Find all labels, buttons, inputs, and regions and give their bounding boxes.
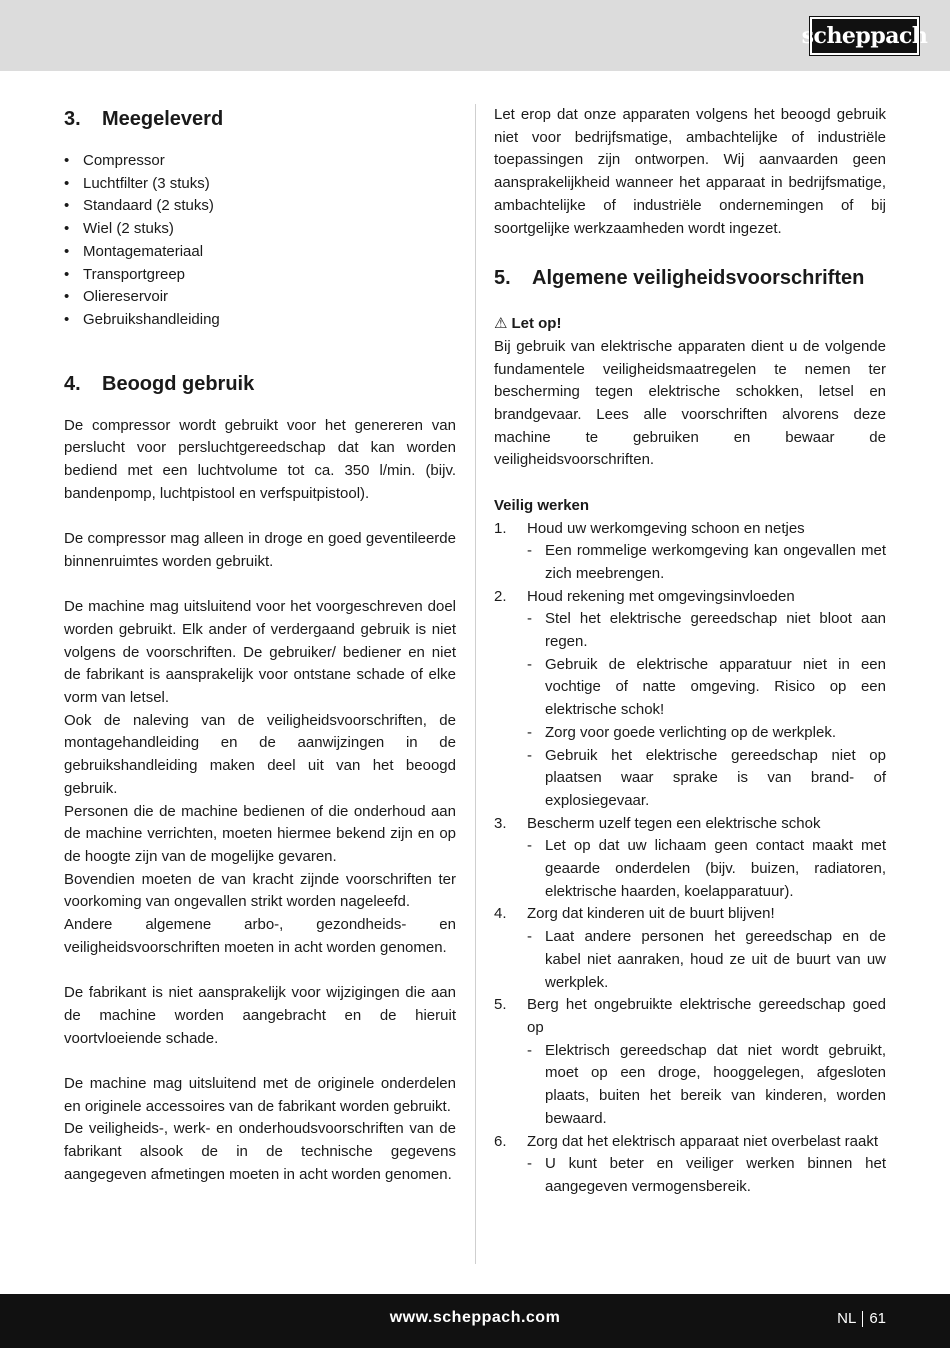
section-title: Beoogd gebruik [102, 372, 255, 395]
paragraph: De machine mag uitsluitend met de originele onderdelen en originele accessoires van de fabrikant worden gebruikt. [64, 1074, 456, 1115]
paragraph: Andere algemene arbo-, gezondheids- en veiligheidsvoorschriften moeten in acht worden genomen. [64, 916, 456, 956]
page-number: 61 [869, 1310, 886, 1327]
sub-item: - Stel het elektrische gereedschap niet bloot aan regen. [527, 610, 886, 651]
scheppach-logo: scheppach [810, 17, 919, 55]
header-bar [0, 0, 950, 71]
paragraph: Personen die de machine bedienen of die onderhoud aan de machine verrichten, moeten hiermee bekend zijn en op de hoogte zijn van de mogelijke gevaren. [64, 802, 456, 865]
safety-steps [494, 518, 886, 1199]
paragraph: De machine mag uitsluitend voor het voorgeschreven doel worden gebruikt. Elk ander of verdergaand gebruik is niet volgens de voorschriften. De gebruiker/ bediener en niet de fabrikant is aansprakelijk voor ontstane schade of elke vorm van letsel. [64, 598, 456, 707]
paragraph: De veiligheids-, werk- en onderhoudsvoorschriften van de fabrikant alsook de in de technische gegevens aangegeven afmetingen moeten in acht worden genomen. [64, 1120, 456, 1183]
step-item: 5. Berg het ongebruikte elektrische gereedschap goed op [494, 996, 886, 1036]
sub-item: - Zorg voor goede verlichting op de werkplek. [527, 723, 836, 741]
section-title: Meegeleverd [102, 108, 224, 130]
website-link[interactable]: www.scheppach.com [389, 1309, 561, 1326]
step-item: 1. Houd uw werkomgeving schoon en netjes [494, 519, 805, 537]
sub-item: - Gebruik het elektrische gereedschap niet op plaatsen waar sprake is van brand- of explosiegevaar. [527, 746, 886, 809]
paragraph: De fabrikant is niet aansprakelijk voor wijzigingen die aan de machine worden aangebracht en de hieruit voortvloeiende schade. [64, 984, 456, 1047]
footer-bar [0, 1294, 950, 1348]
list-item: • Gebruikshandleiding [64, 310, 220, 328]
paragraph: De compressor wordt gebruikt voor het genereren van perslucht voor persluchtgereedschap dat kan worden bediend met een luchtvolume tot ca. 350 l/min. (bijv. bandenpomp, luchtpistool en verfspuitpistool). [64, 416, 456, 502]
sub-item: - Laat andere personen het gereedschap en de kabel niet aanraken, houd ze uit de buurt van uw werkplek. [527, 928, 886, 991]
paragraph: Ook de naleving van de veiligheidsvoorschriften, de montagehandleiding en de aanwijzingen in de gebruikshandleiding maken deel uit van het beoogd gebruik. [64, 711, 456, 797]
step-item: 6. Zorg dat het elektrisch apparaat niet overbelast raakt [494, 1132, 879, 1150]
paragraph: Bij gebruik van elektrische apparaten dient u de volgende fundamentele veiligheidsmaatregelen te nemen ter bescherming tegen elektrische schokken, letsel en brandgevaar. Lees alle voorschriften alvorens deze machine te gebruiken en bewaar de veiligheidsvoorschriften. [494, 337, 886, 469]
list-item: • Wiel (2 stuks) [64, 220, 174, 238]
step-item: 3. Bescherm uzelf tegen een elektrische schok [494, 814, 821, 832]
section-number: 3. [64, 108, 81, 130]
warning-label: ⚠ Let op! [494, 315, 562, 333]
section-5-heading [494, 263, 886, 293]
paragraph: De compressor mag alleen in droge en goed geventileerde binnenruimtes worden gebruikt. [64, 530, 456, 570]
section-4-heading [64, 369, 456, 399]
section-number: 4. [64, 372, 81, 395]
paragraph: Let erop dat onze apparaten volgens het beoogd gebruik niet voor bedrijfsmatige, ambachtelijke of industriële toepassingen zijn ontworpen. Wij aanvaarden geen aansprakelijkheid wanneer het apparaat in bedrijfsmatige, ambachtelijke of industriële ondernemingen of bij soortgelijke werkzaamheden wordt ingezet. [494, 106, 886, 237]
warning-triangle-icon: ⚠ [494, 315, 508, 333]
section-3-heading [64, 104, 456, 134]
sub-item: - Let op dat uw lichaam geen contact maakt met geaarde onderdelen (bijv. buizen, radiatoren, elektrische haarden, koelapparatuur). [527, 837, 886, 900]
list-item: • Montagemateriaal [64, 242, 204, 260]
section-title: Algemene veiligheidsvoorschriften [532, 267, 865, 290]
column-divider [475, 104, 476, 1264]
sub-item: - Elektrisch gereedschap dat niet wordt gebruikt, moet op een droge, hooggelegen, afgesloten plaats, buiten het bereik van kinderen, worden bewaard. [527, 1041, 886, 1127]
sub-item: - Gebruik de elektrische apparatuur niet in een vochtige of natte omgeving. Risico op een elektrische schok! [527, 655, 886, 719]
list-item: • Oliereservoir [64, 288, 169, 306]
section-number: 5. [494, 267, 511, 290]
paragraph: Bovendien moeten de van kracht zijnde voorschriften ter voorkoming van ongevallen strikt worden nageleefd. [64, 870, 456, 911]
list-item: • Transportgreep [64, 265, 185, 283]
subheading: Veilig werken [494, 496, 590, 514]
included-items-list [64, 150, 456, 332]
list-item: • Compressor [64, 152, 165, 169]
step-item: 2. Houd rekening met omgevingsinvloeden [494, 587, 795, 605]
sub-item: - Een rommelige werkomgeving kan ongevallen met zich meebrengen. [527, 542, 886, 582]
language-code: NL [837, 1310, 857, 1327]
left-column [64, 104, 456, 1186]
list-item: • Luchtfilter (3 stuks) [64, 174, 210, 192]
step-item: 4. Zorg dat kinderen uit de buurt blijven! [494, 905, 775, 923]
sub-item: - U kunt beter en veiliger werken binnen het aangegeven vermogensbereik. [527, 1155, 886, 1195]
page-indicator [837, 1310, 886, 1327]
separator [862, 1311, 863, 1327]
list-item: • Standaard (2 stuks) [64, 197, 214, 215]
right-column [494, 104, 886, 1199]
